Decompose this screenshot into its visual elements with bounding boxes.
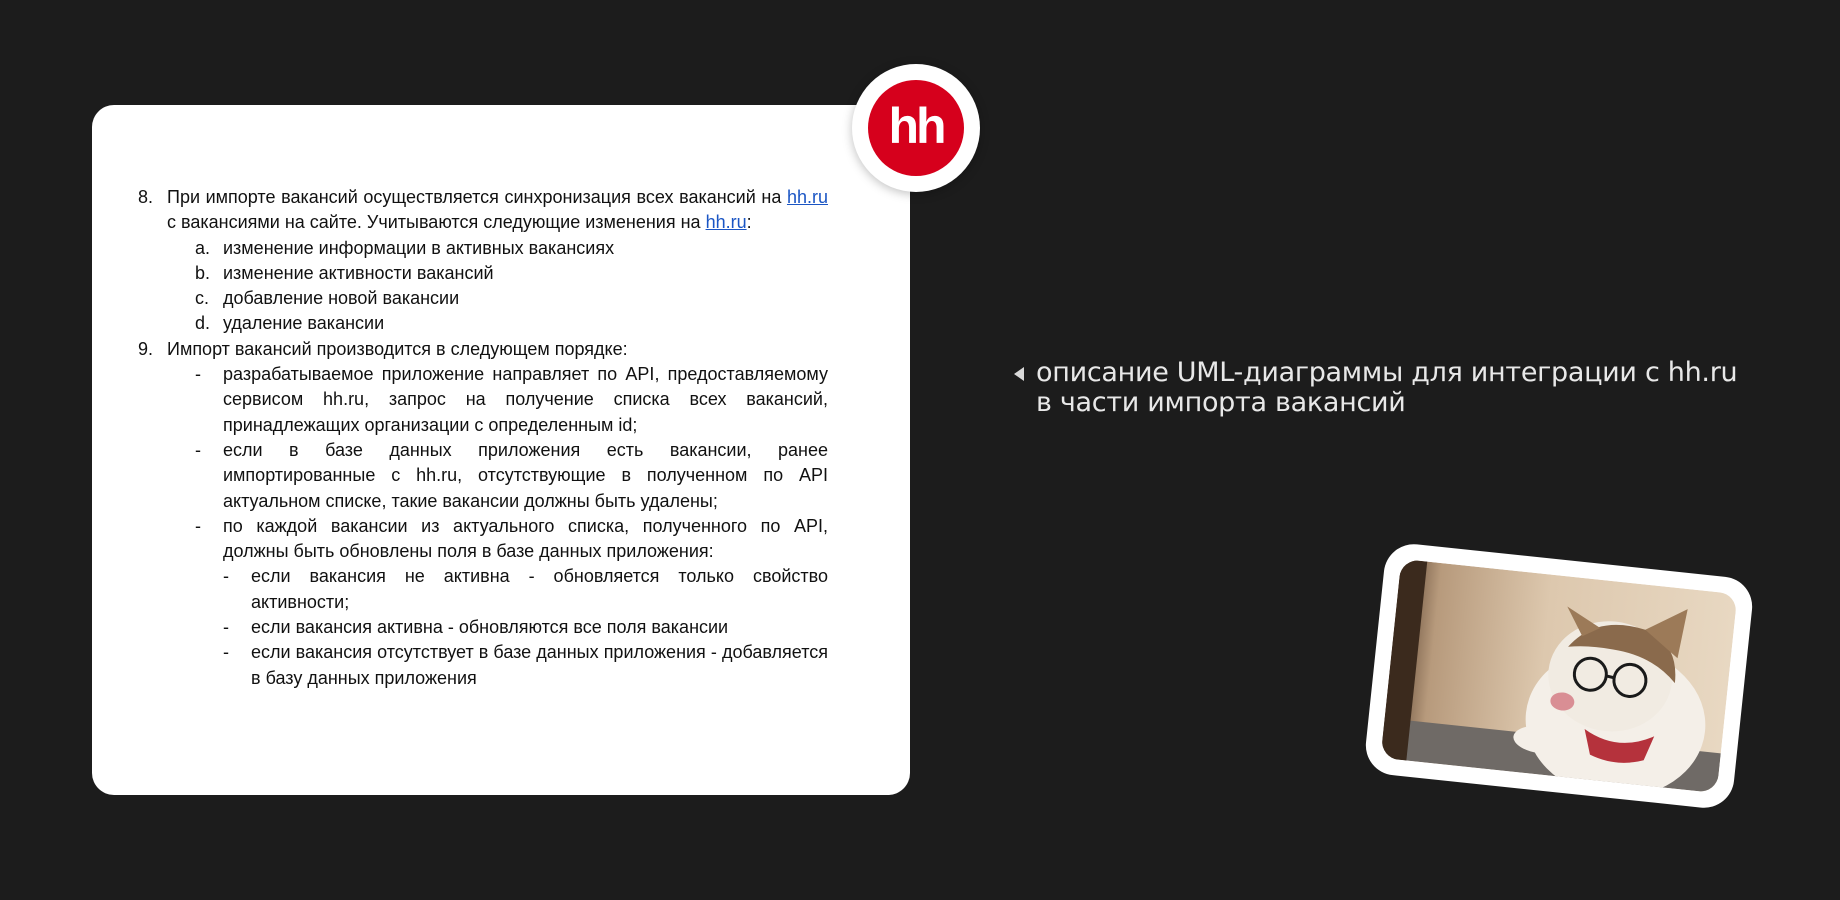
- list-item: d. удаление вакансии: [195, 313, 385, 334]
- list-item: - если вакансия не активна - обновляется только свойство активности;: [223, 566, 828, 612]
- list-item: c. добавление новой вакансии: [195, 288, 460, 309]
- caret-left-icon: [1014, 367, 1024, 381]
- list-number: 8.: [138, 187, 154, 207]
- list-number: 9.: [138, 338, 154, 359]
- cat-with-glasses-photo: [1380, 559, 1737, 793]
- caption-text: описание UML-диаграммы для интеграции с hh.ru в части импорта вакансий: [1036, 357, 1738, 418]
- list-item: [138, 337, 828, 362]
- hh-ru-link[interactable]: hh.ru: [705, 212, 747, 233]
- list-item-text: Импорт вакансий производится в следующем порядке:: [167, 338, 628, 359]
- hh-logo-text: hh: [888, 98, 944, 154]
- list-item-text: При импорте вакансий осуществляется синхронизация всех вакансий на hh.ru с вакансиями на сайте. Учитываются следующие изменения на hh.ru:: [167, 187, 828, 233]
- slide-caption: [1014, 358, 1756, 418]
- list-item: - по каждой вакансии из актуального списка, полученного по API, должны быть обновлены поля в базе данных приложения:: [195, 515, 828, 562]
- hh-logo-disc: [868, 80, 964, 176]
- document-screenshot-card: [92, 105, 910, 795]
- list-item: - если вакансия активна - обновляются все поля вакансии: [223, 617, 729, 638]
- hh-logo: [852, 64, 980, 192]
- list-item: a. изменение информации в активных вакансиях: [195, 237, 615, 258]
- list-item: - разрабатываемое приложение направляет по API, предоставляемому сервисом hh.ru, запрос на получение списка всех вакансий, принадлежащих организации с определенным id;: [195, 364, 828, 435]
- cat-photo-frame: [1363, 541, 1755, 810]
- list-item: - если вакансия отсутствует в базе данных приложения - добавляется в базу данных приложения: [223, 642, 828, 688]
- list-item: - если в базе данных приложения есть вакансии, ранее импортированные с hh.ru, отсутствующие в полученном по API актуальном списке, такие вакансии должны быть удалены;: [195, 439, 828, 511]
- list-item: b. изменение активности вакансий: [195, 262, 494, 283]
- list-item: [138, 185, 828, 236]
- hh-ru-link[interactable]: hh.ru: [786, 187, 828, 207]
